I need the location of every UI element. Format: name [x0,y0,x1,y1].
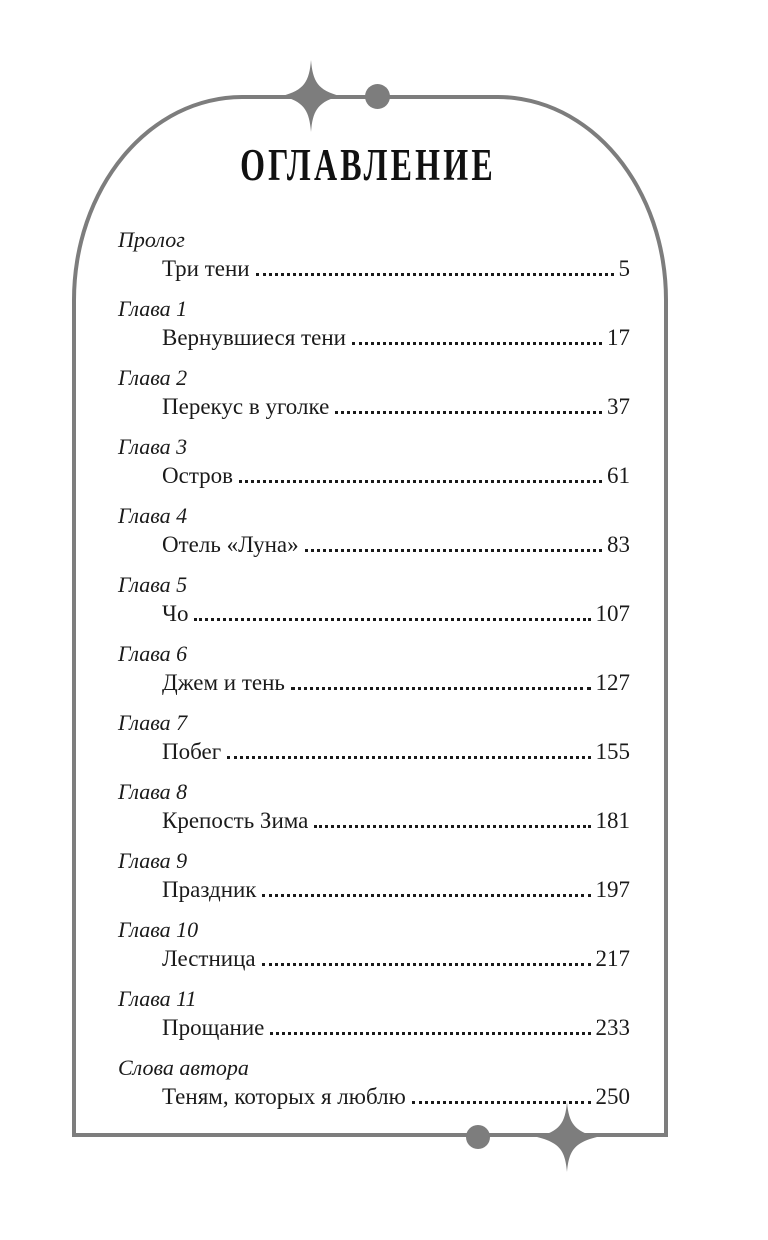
dot-leader [305,549,602,552]
chapter-title: Джем и тень [162,670,285,695]
chapter-heading: Глава 9 [118,848,188,873]
toc-entry [118,709,630,767]
toc-row [118,806,630,836]
dot-leader [262,963,591,966]
toc-entry [118,916,630,974]
toc-row [118,599,630,629]
page-number: 233 [595,1015,630,1040]
chapter-title: Теням, которых я люблю [162,1084,406,1109]
chapter-title: Остров [162,463,234,488]
dot-leader [256,273,614,276]
chapter-title: Лестница [162,946,256,971]
chapter-title: Прощание [162,1015,265,1040]
toc-entry [118,502,630,560]
toc-row [118,875,630,905]
sparkle-icon [537,1102,597,1172]
chapter-heading: Пролог [118,227,185,252]
chapter-title: Вернувшиеся тени [162,325,346,350]
chapter-heading: Глава 4 [118,503,188,528]
chapter-title: Праздник [162,877,257,902]
dot-leader [194,618,590,621]
page-number: 250 [595,1084,630,1109]
chapter-heading: Слова автора [118,1055,249,1080]
toc-entry [118,295,630,353]
chapter-heading: Глава 11 [118,986,197,1011]
toc-entry [118,364,630,422]
toc-row [118,461,630,491]
chapter-title: Перекус в уголке [162,394,330,419]
dot-leader [239,480,602,483]
toc-row [118,1013,630,1043]
page-number: 217 [595,946,630,971]
toc-entry [118,778,630,836]
dot-leader [314,825,590,828]
toc-entry [118,640,630,698]
dot-leader [270,1032,590,1035]
dot-icon [466,1125,490,1149]
chapter-title: Отель «Луна» [162,532,299,557]
chapter-heading: Глава 1 [118,296,188,321]
toc-entry [118,985,630,1043]
sparkle-icon [282,60,340,132]
chapter-title: Побег [162,739,222,764]
chapter-heading: Глава 8 [118,779,188,804]
toc-row [118,530,630,560]
toc-row [118,323,630,353]
table-of-contents [118,226,630,1112]
chapter-title: Крепость Зима [162,808,309,833]
page-number: 181 [595,808,630,833]
page-number: 83 [607,532,630,557]
chapter-heading: Глава 6 [118,641,188,666]
dot-leader [291,687,591,690]
page-number: 155 [595,739,630,764]
toc-entry [118,847,630,905]
dot-leader [262,894,590,897]
page-title: ОГЛАВЛЕНИЕ [240,138,496,191]
page-number: 61 [607,463,630,488]
chapter-heading: Глава 7 [118,710,188,735]
chapter-heading: Глава 5 [118,572,188,597]
toc-entry [118,571,630,629]
toc-row [118,668,630,698]
toc-row [118,254,630,284]
toc-row [118,392,630,422]
chapter-title: Чо [162,601,189,626]
page-number: 197 [595,877,630,902]
page-number: 37 [607,394,630,419]
chapter-heading: Глава 2 [118,365,188,390]
dot-leader [227,756,590,759]
toc-entry [118,226,630,284]
dot-leader [335,411,602,414]
page-number: 107 [595,601,630,626]
chapter-heading: Глава 3 [118,434,188,459]
chapter-title: Три тени [162,256,250,281]
page-number: 17 [607,325,630,350]
chapter-heading: Глава 10 [118,917,199,942]
page-number: 5 [618,256,630,281]
toc-row [118,737,630,767]
dot-leader [352,342,602,345]
page-number: 127 [595,670,630,695]
toc-row [118,944,630,974]
toc-entry [118,433,630,491]
dot-icon [365,84,390,109]
